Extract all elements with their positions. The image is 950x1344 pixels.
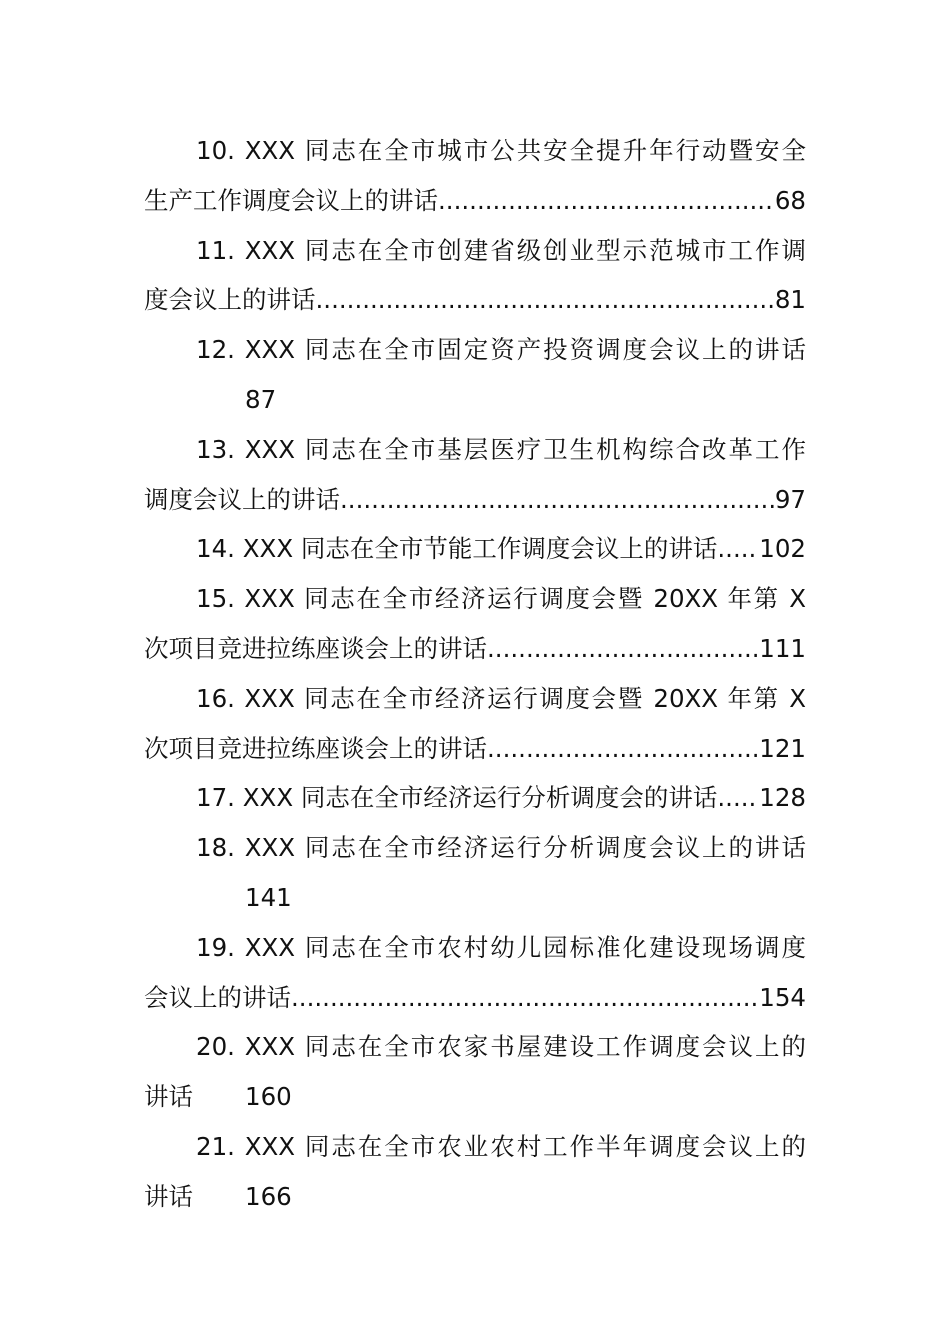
- toc-entry-10-line2[interactable]: [144, 176, 806, 226]
- toc-entry-title: 10. XXX 同志在全市城市公共安全提升年行动暨安全: [196, 136, 806, 165]
- toc-entry-10-line1[interactable]: [144, 126, 806, 176]
- toc-entry-17-line1[interactable]: [144, 773, 806, 823]
- toc-entry-15-line2[interactable]: [144, 624, 806, 674]
- toc-leader-dots: [487, 724, 759, 774]
- toc-entry-title: 12. XXX 同志在全市固定资产投资调度会议上的讲话: [196, 335, 806, 365]
- toc-entry-title: 21. XXX 同志在全市农业农村工作半年调度会议上的: [196, 1131, 806, 1161]
- toc-entry-19-line1[interactable]: [144, 923, 806, 973]
- toc-entry-title-cont: 调度会议上的讲话: [144, 484, 340, 514]
- toc-entry-18-line2[interactable]: [144, 873, 806, 923]
- toc-entry-16-line2[interactable]: [144, 724, 806, 774]
- toc-page-number: 160: [245, 1082, 292, 1112]
- toc-entry-title: 13. XXX 同志在全市基层医疗卫生机构综合改革工作: [196, 434, 806, 464]
- toc-page-number: 102: [759, 534, 806, 564]
- toc-entry-13-line2[interactable]: [144, 475, 806, 525]
- toc-entry-title-cont: 生产工作调度会议上的讲话: [144, 185, 438, 215]
- toc-entry-title-cont: 会议上的讲话: [144, 982, 291, 1012]
- toc-entry-21-line2[interactable]: [144, 1172, 806, 1222]
- toc-leader-dots: [340, 475, 775, 525]
- table-of-contents: [144, 126, 806, 1222]
- toc-entry-11-line2[interactable]: [144, 275, 806, 325]
- toc-leader-dots: [438, 176, 775, 226]
- toc-entry-title: 20. XXX 同志在全市农家书屋建设工作调度会议上的: [196, 1032, 806, 1062]
- toc-page-number: 68: [774, 185, 806, 215]
- toc-leader-dots: [717, 524, 759, 574]
- toc-entry-title-cont: 次项目竞进拉练座谈会上的讲话: [144, 633, 487, 663]
- toc-entry-12-line2[interactable]: [144, 375, 806, 425]
- toc-entry-title: 16. XXX 同志在全市经济运行调度会暨 20XX 年第 X: [196, 683, 806, 713]
- toc-entry-title: 15. XXX 同志在全市经济运行调度会暨 20XX 年第 X: [196, 584, 806, 614]
- toc-page-number: 81: [774, 285, 806, 315]
- toc-entry-13-line1[interactable]: [144, 425, 806, 475]
- toc-page-number: 141: [245, 882, 292, 912]
- toc-leader-dots: [316, 275, 775, 325]
- toc-entry-14-line1[interactable]: [144, 524, 806, 574]
- toc-entry-title: 19. XXX 同志在全市农村幼儿园标准化建设现场调度: [196, 932, 806, 962]
- toc-page-number: 154: [759, 982, 806, 1012]
- toc-page-number: 166: [245, 1181, 292, 1211]
- toc-entry-title-cont: 讲话: [144, 1082, 193, 1112]
- toc-entry-18-line1[interactable]: [144, 823, 806, 873]
- toc-page-number: 111: [759, 633, 806, 663]
- toc-entry-title: 17. XXX 同志在全市经济运行分析调度会的讲话: [196, 783, 718, 813]
- toc-entry-title: 11. XXX 同志在全市创建省级创业型示范城市工作调: [196, 235, 806, 265]
- toc-leader-dots: [291, 973, 759, 1023]
- toc-leader-dots: [487, 624, 759, 674]
- toc-entry-21-line1[interactable]: [144, 1122, 806, 1172]
- toc-entry-title: 14. XXX 同志在全市节能工作调度会议上的讲话: [196, 534, 718, 564]
- toc-page-number: 121: [759, 733, 806, 763]
- toc-leader-dots: [717, 773, 759, 823]
- toc-entry-title-cont: 次项目竞进拉练座谈会上的讲话: [144, 733, 487, 763]
- toc-entry-title-cont: 讲话: [144, 1181, 193, 1211]
- toc-page-number: 97: [774, 484, 806, 514]
- toc-entry-title: 18. XXX 同志在全市经济运行分析调度会议上的讲话: [196, 833, 806, 863]
- toc-entry-19-line2[interactable]: [144, 973, 806, 1023]
- toc-entry-20-line2[interactable]: [144, 1072, 806, 1122]
- toc-entry-20-line1[interactable]: [144, 1022, 806, 1072]
- toc-page-number: 128: [759, 783, 806, 813]
- toc-entry-12-line1[interactable]: [144, 325, 806, 375]
- toc-entry-15-line1[interactable]: [144, 574, 806, 624]
- toc-page-number: 87: [245, 384, 277, 414]
- toc-entry-title-cont: 度会议上的讲话: [144, 285, 316, 315]
- toc-entry-11-line1[interactable]: [144, 226, 806, 276]
- toc-entry-16-line1[interactable]: [144, 674, 806, 724]
